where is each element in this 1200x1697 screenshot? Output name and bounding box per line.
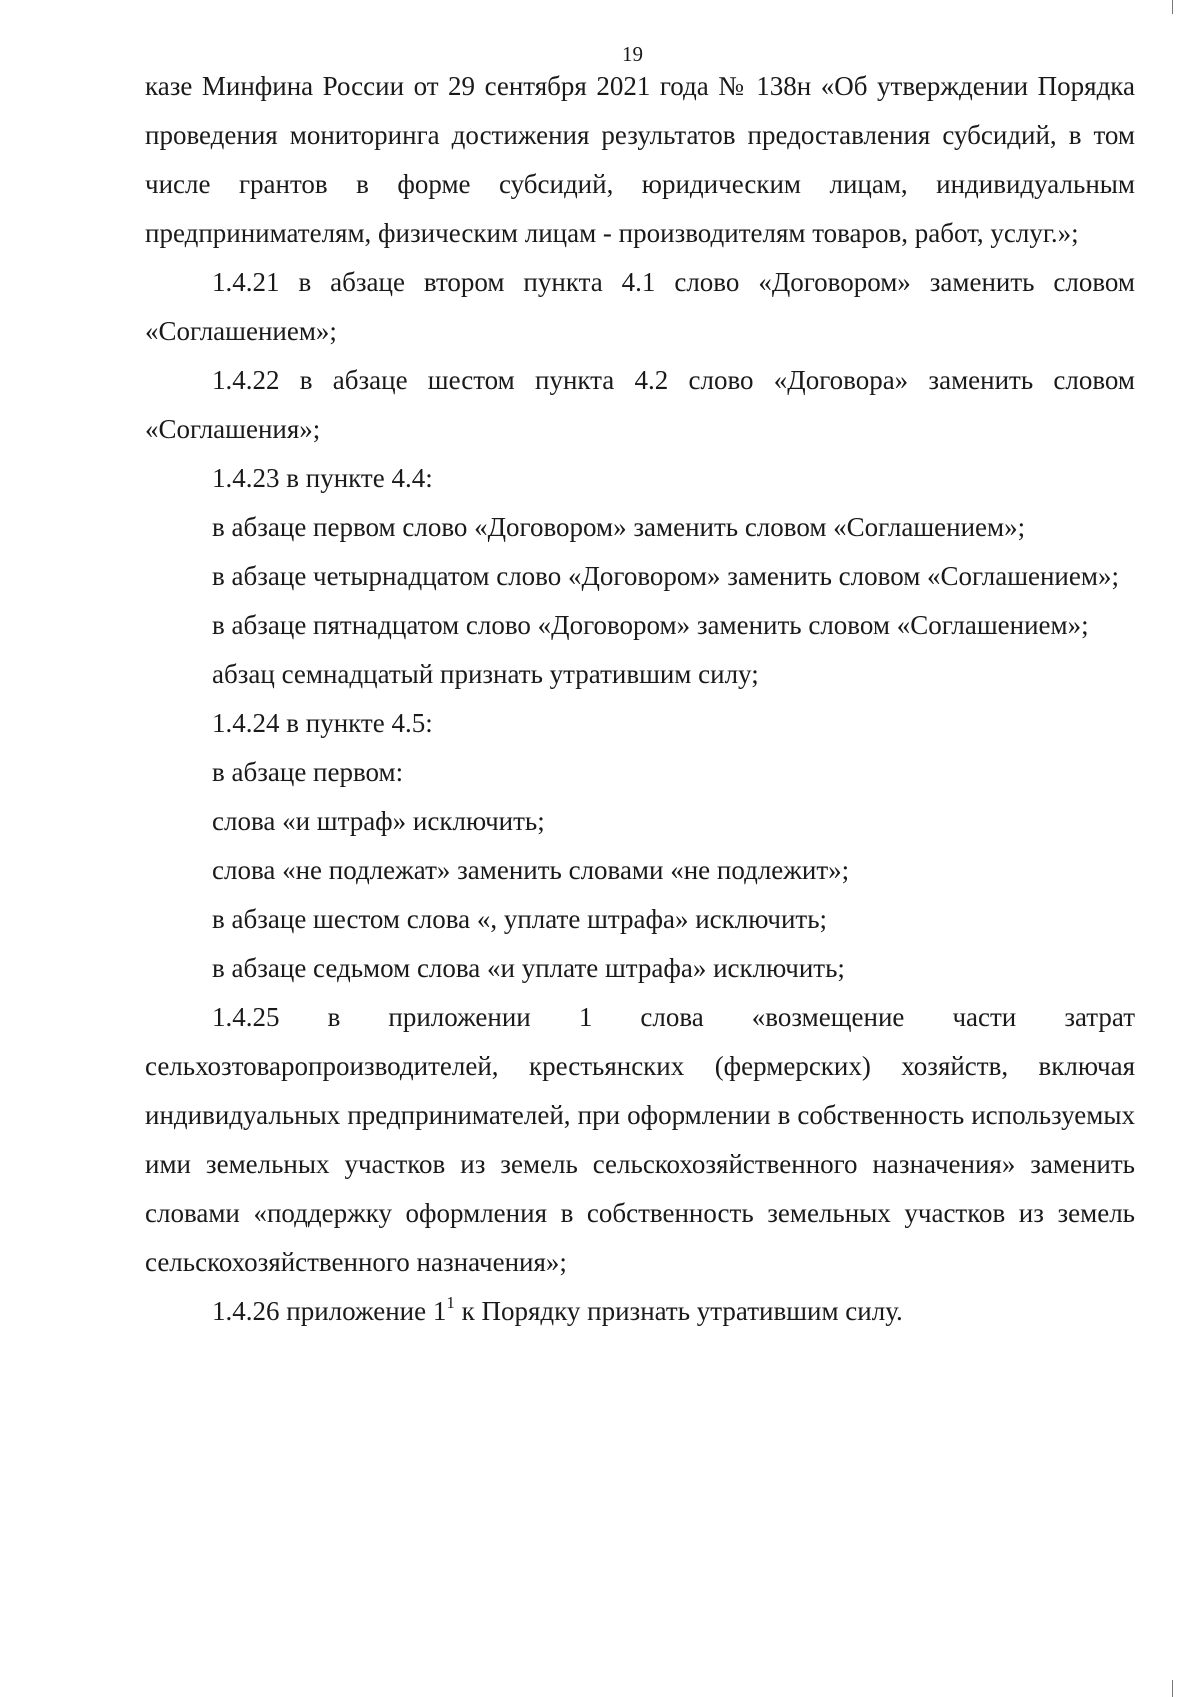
item-1-4-26-text-end: к Порядку признать утратившим силу. [454,1296,903,1326]
paragraph-subitem: абзац семнадцатый признать утратившим силу; [212,659,759,689]
paragraph-item-1-4-21: 1.4.21 в абзаце втором пункта 4.1 слово «Договором» заменить словом «Соглашением»; [145,267,1135,346]
paragraph-subitem: в абзаце четырнадцатом слово «Договором» заменить словом «Соглашением»; [212,561,1119,591]
superscript-index: 1 [446,1293,455,1312]
paragraph-subitem: в абзаце пятнадцатом слово «Договором» заменить словом «Соглашением»; [212,610,1089,640]
paragraph-subitem: в абзаце шестом слова «, уплате штрафа» исключить; [212,904,828,934]
document-body [145,62,1135,1336]
paragraph-item-1-4-25: 1.4.25 в приложении 1 слова «возмещение части затрат сельхозтоваропроизводителей, крестьянских (фермерских) хозяйств, включая индивидуальных предпринимателей, при оформлении в собственность используемых ими земельных участков из земель сельскохозяйственного назначения» заменить словами «поддержку оформления в собственность земельных участков из земель сельскохозяйственного назначения»; [145,1002,1135,1277]
scan-edge-mark-top [1172,0,1173,14]
paragraph-item-1-4-24: 1.4.24 в пункте 4.5: [212,708,433,738]
page-number: 19 [622,42,643,66]
paragraph-item-1-4-23: 1.4.23 в пункте 4.4: [212,463,433,493]
paragraph-subitem: в абзаце первом: [212,757,404,787]
paragraph-subitem: слова «и штраф» исключить; [212,806,545,836]
item-1-4-26-text-start: 1.4.26 приложение 1 [212,1296,447,1326]
paragraph-subitem: слова «не подлежат» заменить словами «не подлежит»; [212,855,850,885]
paragraph-item-1-4-22: 1.4.22 в абзаце шестом пункта 4.2 слово «Договора» заменить словом «Соглашения»; [145,365,1135,444]
paragraph-subitem: в абзаце первом слово «Договором» заменить словом «Соглашением»; [212,512,1026,542]
paragraph-subitem: в абзаце седьмом слова «и уплате штрафа» исключить; [212,953,845,983]
paragraph-continuation: казе Минфина России от 29 сентября 2021 года № 138н «Об утверждении Порядка проведения мониторинга достижения результатов предоставления субсидий, в том числе грантов в форме субсидий, юридическим лицам, индивидуальным предпринимателям, физическим лицам - производителям товаров, работ, услуг.»; [145,71,1135,248]
paragraph-item-1-4-26 [145,1287,1135,1336]
scan-edge-mark-bottom [1172,1680,1173,1697]
